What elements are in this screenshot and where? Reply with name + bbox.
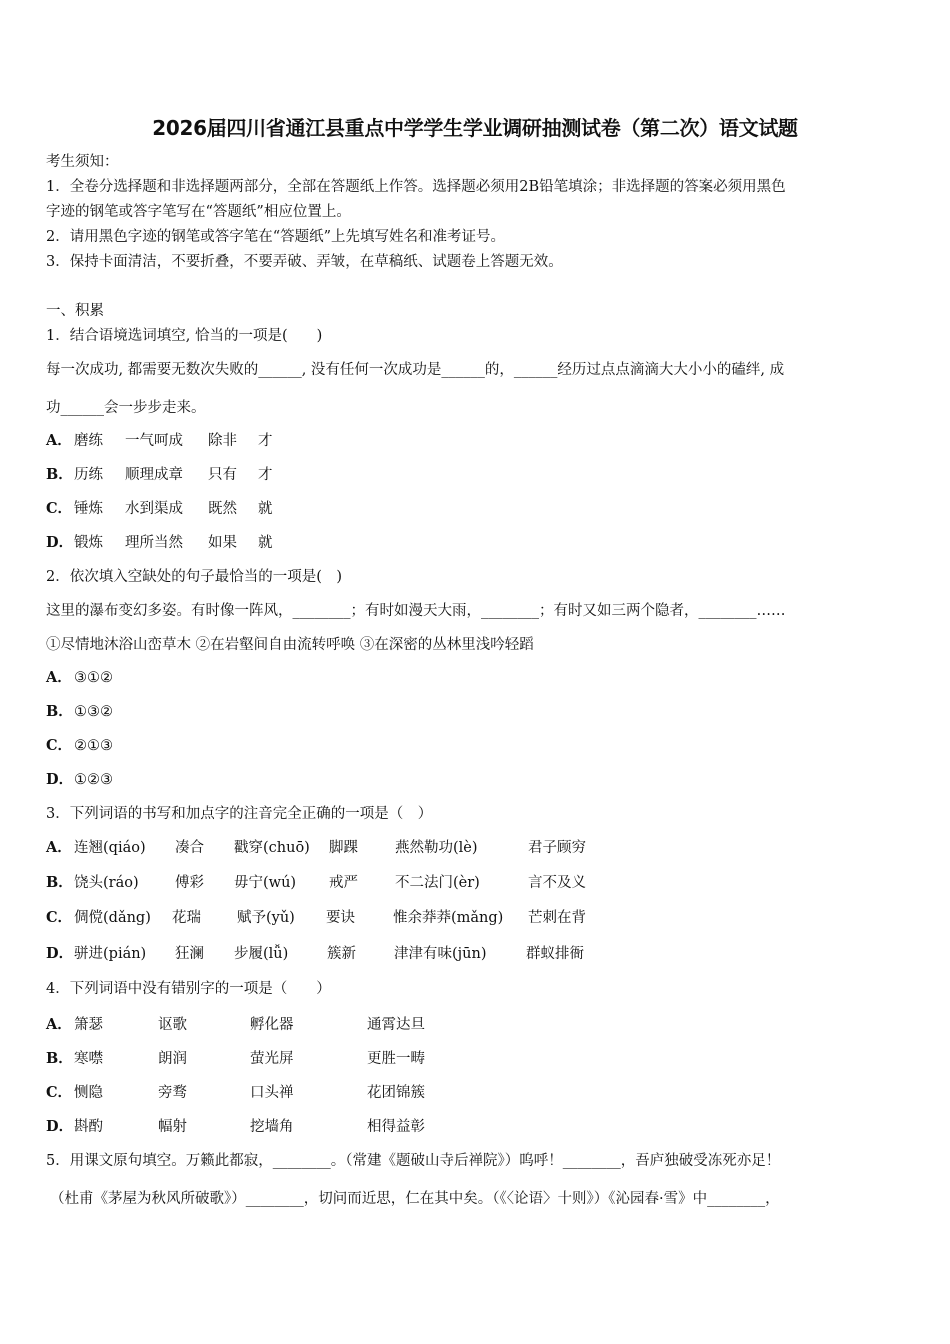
option-word: 锻炼: [74, 535, 103, 551]
option-label: D．: [46, 1118, 74, 1135]
option-word: 赋予(yǔ): [237, 910, 295, 926]
option-word: 倜傥(dǎng): [74, 910, 151, 926]
option-word: 步履(lǚ): [234, 946, 289, 962]
option-word: 津津有味(jūn): [394, 946, 487, 962]
option-word: 言不及义: [528, 875, 586, 891]
option-word: 挖墙角: [250, 1119, 294, 1135]
option-word: 只有: [208, 467, 237, 483]
option-label: B．: [46, 874, 73, 891]
option-label: D．: [46, 534, 74, 551]
option-word: 群蚁排衙: [526, 946, 584, 962]
q4-stem: 4．下列词语中没有错别字的一项是（ ）: [46, 981, 331, 997]
q2-stem: 2．依次填入空缺处的句子最恰当的一项是( ): [46, 569, 343, 585]
option-word: 才: [258, 433, 273, 449]
q1-text-cont: 功______会一步步走来。: [46, 400, 206, 416]
option-text: ①②③: [74, 772, 113, 788]
option-word: 历练: [74, 467, 103, 483]
option-word: 脚踝: [329, 840, 358, 856]
option-word: 才: [258, 467, 273, 483]
option-label: D．: [46, 771, 74, 788]
option-word: 寒噤: [74, 1051, 103, 1067]
option-word: 讴歌: [158, 1017, 187, 1033]
option-word: 花团锦簇: [367, 1085, 425, 1101]
option-word: 磨练: [74, 433, 103, 449]
option-label: B．: [46, 466, 73, 483]
option-label: C．: [46, 909, 73, 926]
option-label: B．: [46, 703, 73, 720]
option-word: 连翘(qiáo): [74, 840, 146, 856]
section-heading: 一、积累: [46, 303, 104, 319]
notice-line-3: 3．保持卡面清洁，不要折叠，不要弄破、弄皱，在草稿纸、试题卷上答题无效。: [46, 254, 563, 270]
option-word: 口头禅: [250, 1085, 294, 1101]
notice-line-1: 1．全卷分选择题和非选择题两部分，全部在答题纸上作答。选择题必须用2B铅笔填涂；非选择题的答案必须用黑色: [46, 179, 786, 195]
option-word: 就: [258, 535, 273, 551]
option-word: 就: [258, 501, 273, 517]
option-word: 要诀: [326, 910, 355, 926]
option-word: 簇新: [327, 946, 356, 962]
option-label: C．: [46, 1084, 73, 1101]
option-word: 相得益彰: [367, 1119, 425, 1135]
q3-stem: 3．下列词语的书写和加点字的注音完全正确的一项是（ ）: [46, 806, 433, 822]
option-word: 朗润: [158, 1051, 187, 1067]
notice-line-2: 2．请用黑色字迹的钢笔或答字笔在“答题纸”上先填写姓名和准考证号。: [46, 229, 506, 245]
option-word: 锤炼: [74, 501, 103, 517]
option-word: 孵化器: [250, 1017, 294, 1033]
option-word: 幅射: [158, 1119, 187, 1135]
option-label: C．: [46, 737, 73, 754]
option-word: 通霄达旦: [367, 1017, 425, 1033]
option-word: 恻隐: [74, 1085, 103, 1101]
option-word: 旁骛: [158, 1085, 187, 1101]
option-word: 一气呵成: [125, 433, 183, 449]
notice-line-1b: 字迹的钢笔或答字笔写在“答题纸”相应位置上。: [46, 204, 351, 220]
option-word: 除非: [208, 433, 237, 449]
option-word: 毋宁(wú): [234, 875, 297, 891]
option-word: 狂澜: [175, 946, 204, 962]
option-word: 骈进(pián): [74, 946, 147, 962]
option-word: 惟余莽莽(mǎng): [393, 910, 504, 926]
option-word: 燕然勒功(lè): [395, 840, 478, 856]
option-label: C．: [46, 500, 73, 517]
option-word: 君子顾穷: [528, 840, 586, 856]
page-title: 2026届四川省通江县重点中学学生学业调研抽测试卷（第二次）语文试题: [152, 116, 798, 140]
option-word: 戳穿(chuō): [234, 840, 310, 856]
option-word: 不二法门(èr): [395, 875, 480, 891]
option-label: B．: [46, 1050, 73, 1067]
option-word: 饶头(ráo): [74, 875, 139, 891]
option-label: D．: [46, 945, 74, 962]
q2-text: 这里的瀑布变幻多姿。有时像一阵风，________；有时如漫天大雨，________；有时又如三两个隐者，________……: [46, 603, 786, 619]
q2-sentences: ①尽情地沐浴山峦草木 ②在岩壑间自由流转呼唤 ③在深密的丛林里浅吟轻蹈: [46, 637, 534, 653]
option-label: A．: [46, 839, 72, 856]
option-word: 既然: [208, 501, 237, 517]
option-word: 傅彩: [175, 875, 204, 891]
option-word: 箫瑟: [74, 1017, 103, 1033]
option-label: A．: [46, 432, 72, 449]
notice-heading: 考生须知：: [46, 154, 119, 170]
q1-stem: 1．结合语境选词填空, 恰当的一项是( ): [46, 328, 323, 344]
option-word: 花瑞: [172, 910, 201, 926]
q5-text: 5．用课文原句填空。万籁此都寂，________。（常建《题破山寺后禅院》）呜呼！________，吾庐独破受冻死亦足！: [46, 1153, 781, 1169]
q5-text-cont: （杜甫《茅屋为秋风所破歌》）________，切问而近思，仁在其中矣。（《〈论语〉十则》）《沁园春·雪》中________，: [50, 1191, 780, 1207]
option-label: A．: [46, 1016, 72, 1033]
option-label: A．: [46, 669, 72, 686]
option-word: 顺理成章: [125, 467, 183, 483]
option-word: 萤光屏: [250, 1051, 294, 1067]
option-word: 戒严: [329, 875, 358, 891]
option-word: 更胜一畴: [367, 1051, 425, 1067]
option-word: 如果: [208, 535, 237, 551]
q1-text: 每一次成功, 都需要无数次失败的______, 没有任何一次成功是______的，______经历过点点滴滴大大小小的磕绊, 成: [46, 362, 785, 378]
option-word: 理所当然: [125, 535, 183, 551]
option-text: ③①②: [74, 670, 113, 686]
option-word: 水到渠成: [125, 501, 183, 517]
option-word: 斟酌: [74, 1119, 103, 1135]
option-text: ②①③: [74, 738, 113, 754]
option-word: 芒刺在背: [528, 910, 586, 926]
option-text: ①③②: [74, 704, 113, 720]
option-word: 凑合: [175, 840, 204, 856]
